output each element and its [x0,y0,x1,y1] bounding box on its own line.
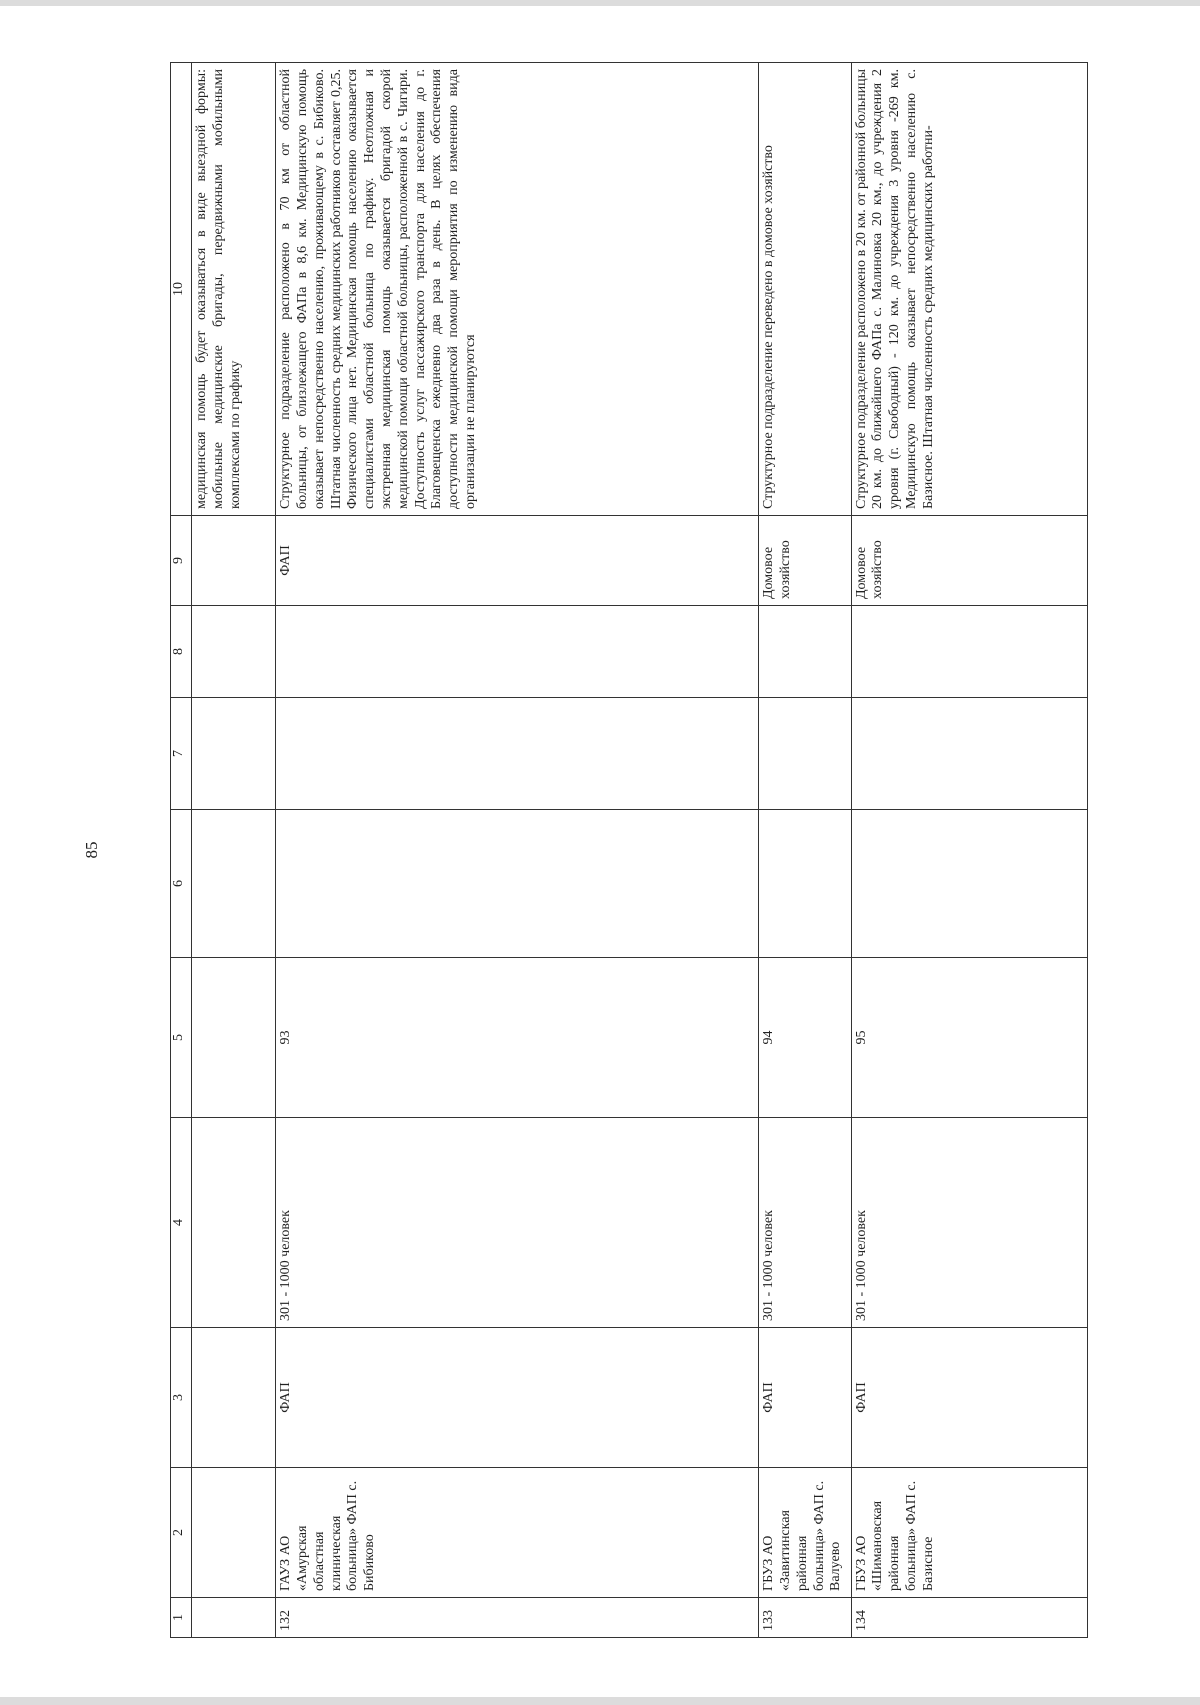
cell-col5: 95 [851,958,1087,1118]
cell-col6 [759,810,851,958]
rotated-table-container [170,63,1088,1638]
cell-col7 [851,698,1087,810]
cell-institution: ГБУЗ АО «Шимановская районная больница» ФАП с. Базисное [851,1468,1087,1598]
scan-top-edge [0,0,1200,6]
cell-col9: Домовое хозяйство [759,516,851,606]
header-col-10: 10 [171,63,192,516]
table-row [276,63,759,1638]
cell-col5 [192,958,276,1118]
table-row [759,63,851,1638]
cell-col7 [759,698,851,810]
cell-col9: ФАП [276,516,759,606]
cell-description: Структурное подразделение расположено в 70 км от областной больницы, от близлежащего ФАПа в 8,6 км. Медицинскую помощь оказывает непосредственно населению, проживающему в с. Бибиково. Штатная численность средних медицинских работников составляет 0,25. Физического лица нет. Медицинская помощь населению оказывается специалистами областной больница по графику. Неотложная и экстренная медицинская помощь оказывается бригадой скорой медицинской помощи областной больницы, расположенной в с. Чигири. Доступность услуг пассажирского транспорта для населения до г. Благовещенска ежедневно два раза в день. В целях обеспечения доступности медицинской помощи мероприятия по изменению вида организации не планируются [276,63,759,516]
cell-col9 [192,516,276,606]
cell-type: ФАП [851,1328,1087,1468]
header-col-9: 9 [171,516,192,606]
header-col-2: 2 [171,1468,192,1598]
header-col-7: 7 [171,698,192,810]
cell-institution [192,1468,276,1598]
cell-col7 [192,698,276,810]
header-col-5: 5 [171,958,192,1118]
cell-description: Структурное подразделение расположено в 20 км. от районной больницы 20 км. до ближайшего ФАПа с. Малиновка 20 км., до учреждения 2 уровня (г. Свободный) - 120 км. до учреждения 3 уровня -269 км. Медицинскую помощь оказывает непосредственно населению с. Базисное. Штатная численность средних медицинских работни- [851,63,1087,516]
cell-type: ФАП [276,1328,759,1468]
page-number: 85 [82,841,101,859]
cell-col7 [276,698,759,810]
header-col-1: 1 [171,1598,192,1638]
cell-index: 134 [851,1598,1087,1638]
cell-col6 [276,810,759,958]
cell-population: 301 - 1000 человек [851,1118,1087,1328]
cell-population [192,1118,276,1328]
cell-col5: 93 [276,958,759,1118]
scan-bottom-edge [0,1697,1200,1705]
table-row [851,63,1087,1638]
table-row [192,63,276,1638]
cell-population: 301 - 1000 человек [276,1118,759,1328]
cell-type: ФАП [759,1328,851,1468]
header-col-3: 3 [171,1328,192,1468]
cell-col8 [759,606,851,698]
table-header-row [171,63,192,1638]
cell-institution: ГАУЗ АО «Амурская областная клиническая больница» ФАП с. Бибиково [276,1468,759,1598]
cell-col6 [851,810,1087,958]
cell-col8 [276,606,759,698]
cell-type [192,1328,276,1468]
header-col-4: 4 [171,1118,192,1328]
cell-description: медицинская помощь будет оказываться в виде выездной формы: мобильные медицинские бригады, передвижными мобильными комплексами по графику [192,63,276,516]
cell-description: Структурное подразделение переведено в домовое хозяйство [759,63,851,516]
cell-index: 133 [759,1598,851,1638]
cell-index [192,1598,276,1638]
header-col-8: 8 [171,606,192,698]
facilities-table [170,62,1088,1638]
cell-col8 [192,606,276,698]
cell-col5: 94 [759,958,851,1118]
cell-index: 132 [276,1598,759,1638]
cell-col8 [851,606,1087,698]
cell-population: 301 - 1000 человек [759,1118,851,1328]
cell-col9: Домовое хозяйство [851,516,1087,606]
header-col-6: 6 [171,810,192,958]
cell-institution: ГБУЗ АО «Завитинская районная больница» ФАП с. Валуево [759,1468,851,1598]
cell-col6 [192,810,276,958]
